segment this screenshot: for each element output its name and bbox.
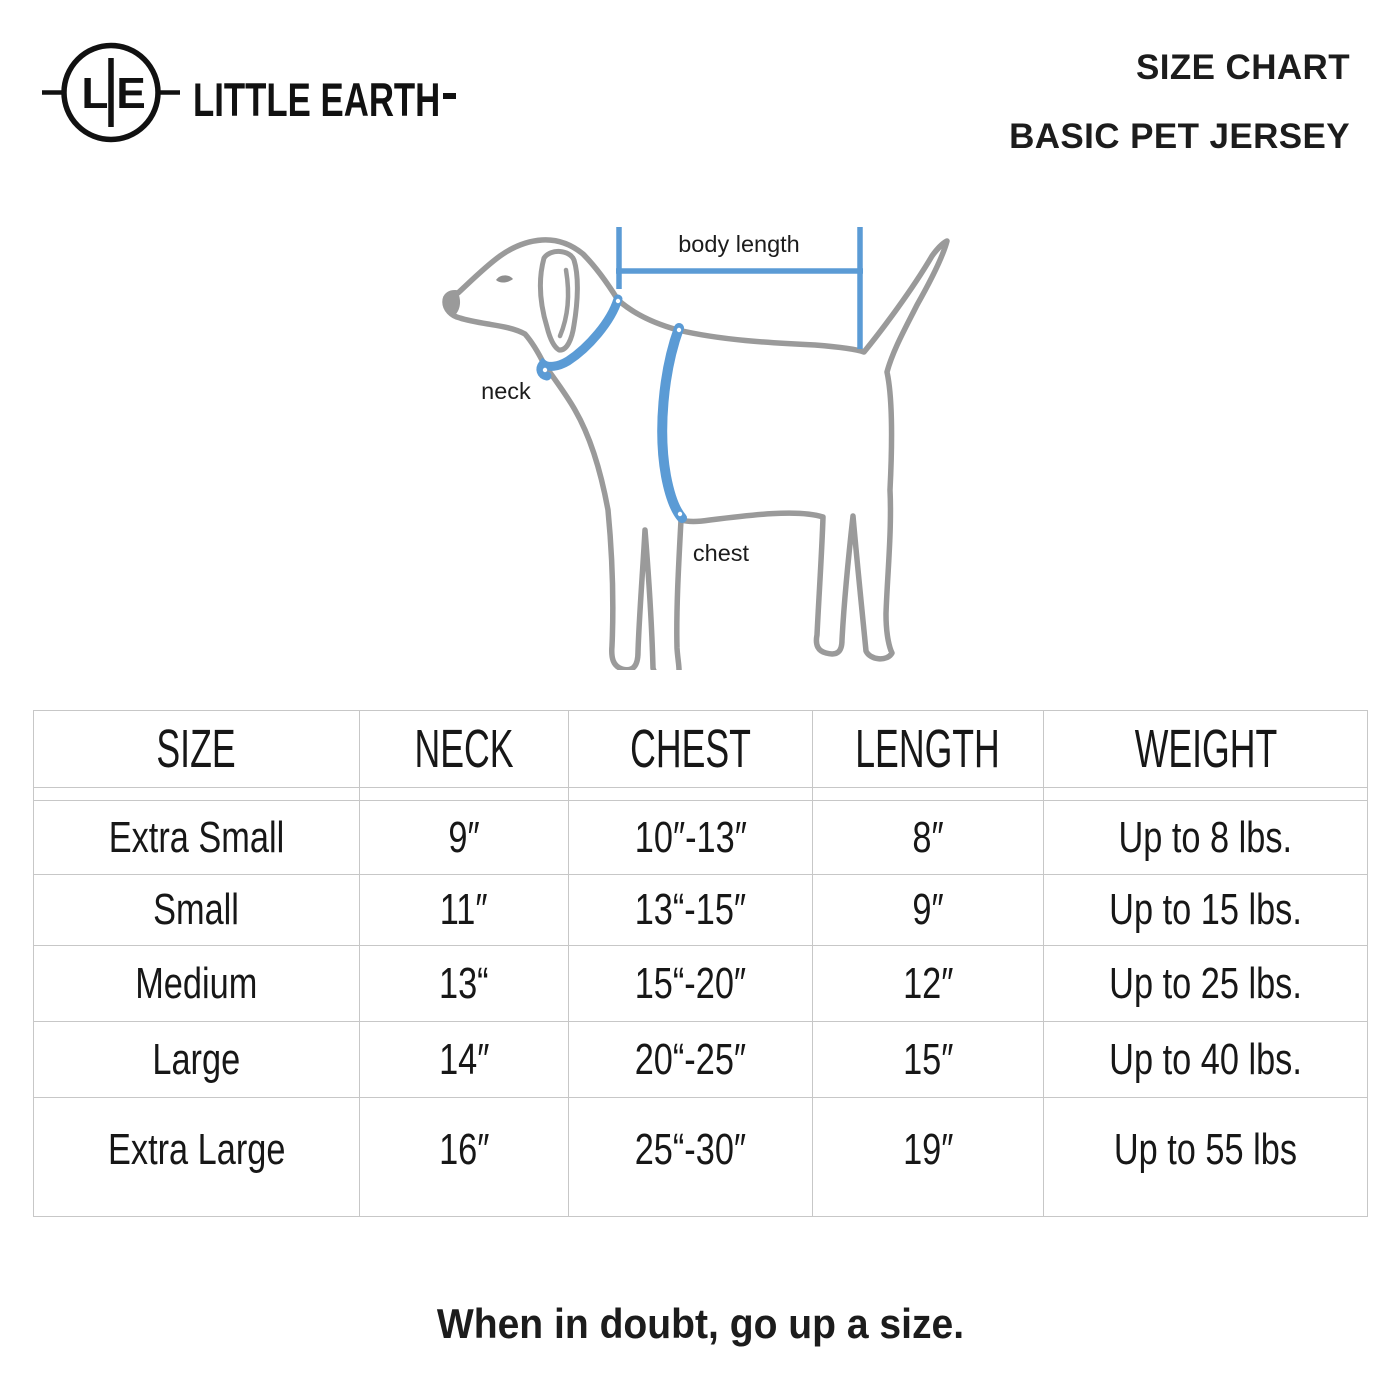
table-row (34, 875, 1368, 946)
cell-neck: 16″ (438, 1125, 490, 1174)
header-separator-row (34, 788, 1368, 801)
table-header-row (34, 711, 1368, 788)
cell-chest: 15“-20″ (634, 958, 747, 1008)
cell-size: Extra Small (108, 812, 285, 862)
neck-label: neck (481, 378, 531, 404)
table-row (34, 801, 1368, 875)
col-header-weight: WEIGHT (1134, 719, 1277, 779)
cell-weight: Up to 25 lbs. (1109, 958, 1302, 1008)
dog-measurement-diagram (420, 200, 1000, 670)
little-earth-logo-icon (40, 37, 185, 152)
cell-chest: 25“-30″ (634, 1125, 747, 1174)
logo-letter-l: L (81, 69, 109, 118)
cell-length: 12″ (902, 958, 954, 1008)
page-title (1009, 33, 1350, 171)
dog-diagram-svg (420, 200, 1000, 670)
table-row (34, 1098, 1368, 1217)
footer-note (0, 1300, 1400, 1348)
cell-length: 15″ (902, 1034, 954, 1084)
cell-neck: 13“ (439, 958, 489, 1008)
brand-name: LITTLE EARTH (193, 73, 441, 126)
cell-size: Large (152, 1034, 241, 1084)
neck-annotation-end-dot (543, 368, 547, 372)
cell-weight: Up to 40 lbs. (1109, 1034, 1302, 1084)
col-header-length: LENGTH (855, 719, 1001, 779)
cell-length: 19″ (902, 1125, 954, 1174)
col-header-neck: NECK (414, 719, 514, 779)
table-row (34, 946, 1368, 1022)
neck-annotation-end-dot (616, 299, 620, 303)
col-header-chest: CHEST (630, 719, 751, 779)
cell-weight: Up to 55 lbs (1113, 1125, 1298, 1174)
cell-size: Medium (135, 958, 258, 1008)
cell-neck: 14″ (438, 1034, 490, 1084)
cell-length: 9″ (912, 885, 944, 934)
cell-weight: Up to 8 lbs. (1118, 812, 1293, 862)
brand-name-dash (443, 93, 456, 99)
logo-letter-e: E (116, 69, 146, 118)
chest-label: chest (692, 540, 750, 566)
size-table (33, 710, 1368, 1217)
cell-neck: 11″ (440, 885, 488, 934)
size-table-container (33, 710, 1368, 1217)
cell-size: Extra Large (107, 1125, 286, 1174)
cell-neck: 9″ (448, 812, 480, 862)
dog-outline (445, 240, 947, 670)
cell-size: Small (153, 885, 240, 934)
cell-chest: 10″-13″ (634, 812, 747, 862)
page-title-line2: BASIC PET JERSEY (1009, 117, 1350, 156)
cell-length: 8″ (912, 812, 944, 862)
page-title-line1: SIZE CHART (1136, 48, 1350, 87)
body-length-label: body length (678, 231, 800, 257)
cell-chest: 13“-15″ (634, 885, 747, 934)
cell-weight: Up to 15 lbs. (1109, 885, 1302, 934)
col-header-size: SIZE (156, 719, 237, 779)
cell-chest: 20“-25″ (634, 1034, 747, 1084)
chest-annotation-end-dot (678, 512, 682, 516)
chest-annotation-end-dot (677, 328, 681, 332)
brand-header (0, 0, 600, 170)
footer-note-text: When in doubt, go up a size. (436, 1300, 964, 1347)
table-row (34, 1022, 1368, 1098)
